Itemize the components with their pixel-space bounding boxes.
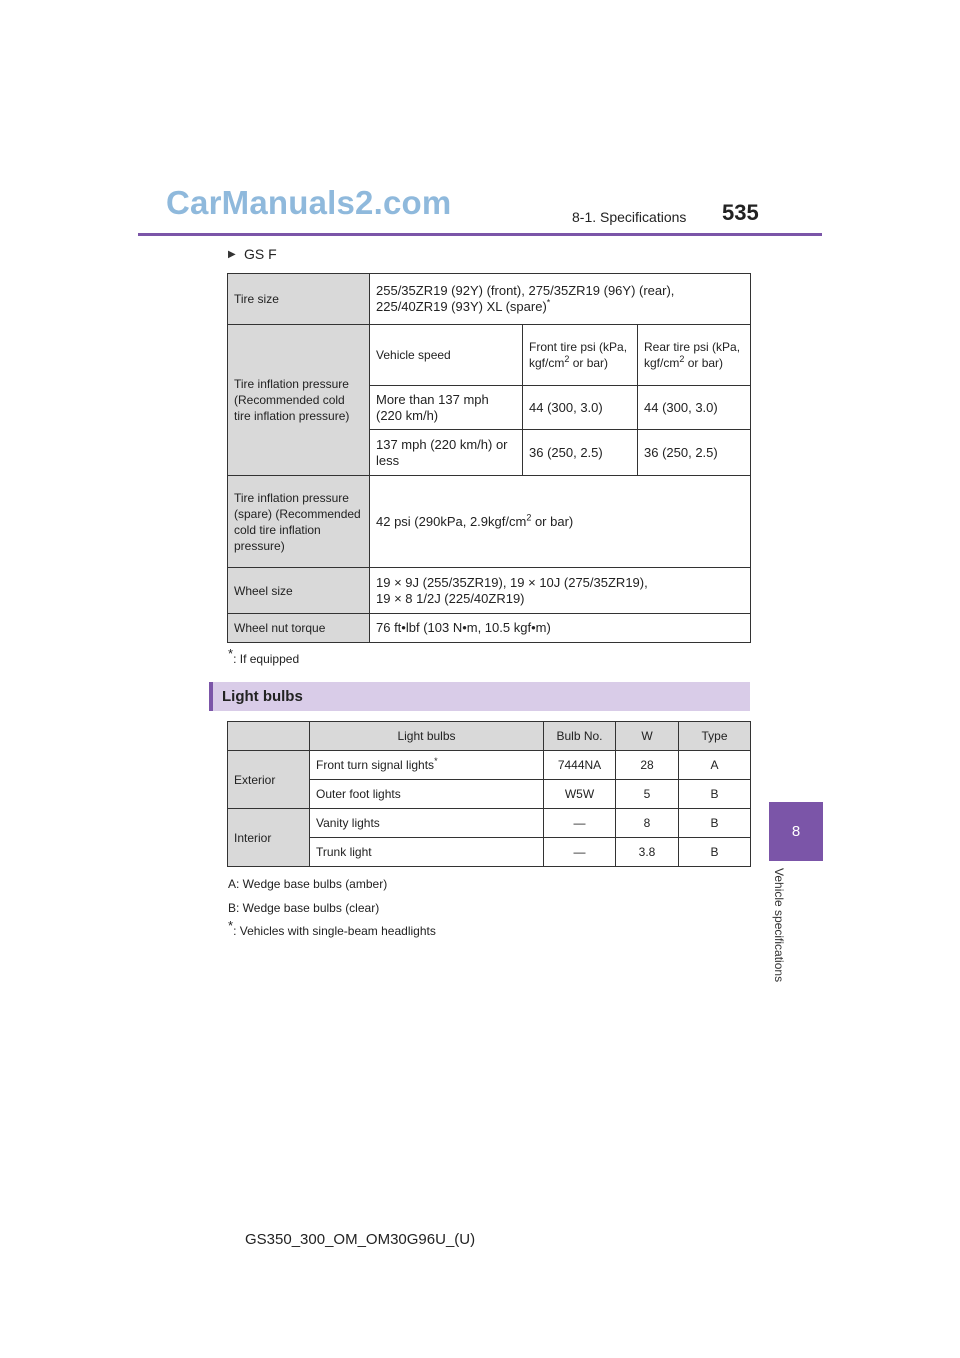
bulb-type: A <box>679 751 751 780</box>
table-row <box>228 274 751 325</box>
table-row <box>228 751 751 780</box>
rear-cell: 44 (300, 3.0) <box>638 386 751 430</box>
wheel-size-label: Wheel size <box>228 568 370 614</box>
col-header-speed: Vehicle speed <box>370 325 523 386</box>
note-type-b: B: Wedge base bulbs (clear) <box>228 901 380 915</box>
header-bulb-no: Bulb No. <box>544 722 616 751</box>
bulb-watts: 28 <box>616 751 679 780</box>
header-w: W <box>616 722 679 751</box>
header-light-bulbs: Light bulbs <box>310 722 544 751</box>
note-type-a: A: Wedge base bulbs (amber) <box>228 877 388 891</box>
light-bulbs-table <box>227 721 751 867</box>
chapter-label: Vehicle specifications <box>772 868 786 983</box>
wheel-size-value: 19 × 9J (255/35ZR19), 19 × 10J (275/35ZR19), 19 × 8 1/2J (225/40ZR19) <box>370 568 751 614</box>
asterisk-icon: * <box>546 297 551 308</box>
section-title: 8-1. Specifications <box>572 209 687 225</box>
wheel-nut-value: 76 ft•lbf (103 N•m, 10.5 kgf•m) <box>370 614 751 643</box>
rear-cell: 36 (250, 2.5) <box>638 430 751 476</box>
tire-spec-table <box>227 273 751 643</box>
table-row <box>228 476 751 568</box>
table-row <box>228 614 751 643</box>
table-row <box>228 325 751 386</box>
col-header-front: Front tire psi (kPa, kgf/$cm^2$ or bar) <box>523 325 638 386</box>
bulb-watts: 5 <box>616 780 679 809</box>
header-type: Type <box>679 722 751 751</box>
bulb-number: — <box>544 809 616 838</box>
header-divider <box>138 233 822 236</box>
bulb-watts: 8 <box>616 809 679 838</box>
chapter-label-container <box>768 868 790 1008</box>
site-logo: CarManuals2.com <box>166 184 452 221</box>
col-header-rear: Rear tire psi (kPa, kgf/$cm^2$ or bar) <box>638 325 751 386</box>
group-exterior: Exterior <box>228 751 310 809</box>
table-header-row <box>228 722 751 751</box>
section-heading: Light bulbs <box>222 688 303 705</box>
triangle-bullet-icon: ▶ <box>228 249 236 260</box>
group-interior: Interior <box>228 809 310 867</box>
bulb-number: W5W <box>544 780 616 809</box>
table-row <box>228 568 751 614</box>
speed-cell: 137 mph (220 km/h) or less <box>370 430 523 476</box>
spare-label: Tire inflation pressure (spare) (Recommended cold tire inflation pressure) <box>228 476 370 568</box>
tire-footnote: *: If equipped <box>228 646 300 666</box>
inflation-label: Tire inflation pressure (Recommended cold tire inflation pressure) <box>228 325 370 476</box>
bulb-name: Trunk light <box>310 838 544 867</box>
subsection-label: GS F <box>244 246 277 262</box>
bulb-name: Outer foot lights <box>310 780 544 809</box>
chapter-tab: 8 <box>769 802 823 861</box>
front-cell: 44 (300, 3.0) <box>523 386 638 430</box>
asterisk-icon: * <box>434 756 438 766</box>
table-row <box>228 809 751 838</box>
wheel-nut-label: Wheel nut torque <box>228 614 370 643</box>
note-asterisk: *: Vehicles with single-beam headlights <box>228 918 436 938</box>
bulb-watts: 3.8 <box>616 838 679 867</box>
bulb-type: B <box>679 838 751 867</box>
spare-value: 42 psi (290kPa, $2.9kgf/cm^2$ or bar) <box>370 476 751 568</box>
tire-size-label: Tire size <box>228 274 370 325</box>
bulb-number: — <box>544 838 616 867</box>
document-code: GS350_300_OM_OM30G96U_(U) <box>245 1231 476 1248</box>
speed-cell: More than 137 mph (220 km/h) <box>370 386 523 430</box>
bulb-number: 7444NA <box>544 751 616 780</box>
bulb-name: Front turn signal lights* <box>310 751 544 780</box>
front-cell: 36 (250, 2.5) <box>523 430 638 476</box>
page-number: 535 <box>722 200 759 225</box>
bulb-type: B <box>679 780 751 809</box>
bulb-name: Vanity lights <box>310 809 544 838</box>
tire-size-value: 255/35ZR19 (92Y) (front), 275/35ZR19 (96Y) (rear), 225/40ZR19 (93Y) XL (spare)* <box>370 274 751 325</box>
bulb-type: B <box>679 809 751 838</box>
header-blank <box>228 722 310 751</box>
